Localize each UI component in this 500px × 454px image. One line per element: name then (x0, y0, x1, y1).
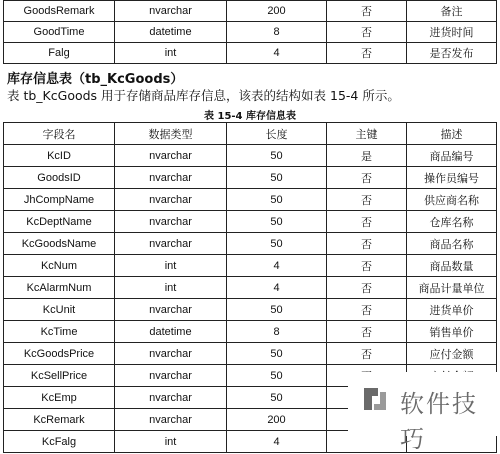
cell-primary-key: 否 (327, 167, 407, 189)
table-row (4, 145, 497, 167)
cell-field-name: GoodsID (4, 167, 115, 189)
header-length: 长度 (227, 123, 327, 145)
cell-primary-key: 否 (327, 277, 407, 299)
cell-data-type: int (115, 255, 227, 277)
cell-data-type: nvarchar (115, 233, 227, 255)
cell-primary-key: 否 (327, 299, 407, 321)
table-row (4, 321, 497, 343)
cell-primary-key: 否 (327, 1, 407, 22)
cell-length: 50 (227, 299, 327, 321)
cell-field-name: KcAlarmNum (4, 277, 115, 299)
table-row (4, 211, 497, 233)
software-logo-icon (358, 382, 392, 416)
section-title: 库存信息表（tb_KcGoods） (7, 72, 184, 87)
cell-data-type: datetime (115, 321, 227, 343)
header-primary-key: 主键 (327, 123, 407, 145)
table-caption: 表 15-4 库存信息表 (204, 111, 296, 122)
cell-data-type: nvarchar (115, 299, 227, 321)
table-row (4, 299, 497, 321)
table-row (4, 277, 497, 299)
cell-field-name: GoodTime (4, 22, 115, 43)
cell-description: 供应商名称 (407, 189, 497, 211)
cell-description: 操作员编号 (407, 167, 497, 189)
cell-length: 200 (227, 1, 327, 22)
cell-field-name: KcSellPrice (4, 365, 115, 387)
table-row (4, 22, 497, 43)
cell-data-type: int (115, 431, 227, 453)
cell-primary-key: 否 (327, 22, 407, 43)
cell-data-type: nvarchar (115, 387, 227, 409)
cell-field-name: Falg (4, 43, 115, 64)
table-row (4, 43, 497, 64)
cell-primary-key: 否 (327, 43, 407, 64)
cell-length: 8 (227, 22, 327, 43)
cell-field-name: KcID (4, 145, 115, 167)
cell-field-name: KcNum (4, 255, 115, 277)
cell-length: 50 (227, 211, 327, 233)
cell-length: 50 (227, 145, 327, 167)
cell-field-name: KcGoodsName (4, 233, 115, 255)
cell-length: 4 (227, 431, 327, 453)
header-data-type: 数据类型 (115, 123, 227, 145)
cell-field-name: KcRemark (4, 409, 115, 431)
table-row (4, 233, 497, 255)
cell-field-name: KcTime (4, 321, 115, 343)
cell-primary-key: 否 (327, 255, 407, 277)
header-field-name: 字段名 (4, 123, 115, 145)
cell-data-type: nvarchar (115, 211, 227, 233)
cell-primary-key: 是 (327, 145, 407, 167)
cell-field-name: KcUnit (4, 299, 115, 321)
cell-data-type: nvarchar (115, 167, 227, 189)
cell-field-name: KcGoodsPrice (4, 343, 115, 365)
cell-description: 商品数量 (407, 255, 497, 277)
cell-field-name: GoodsRemark (4, 1, 115, 22)
cell-length: 200 (227, 409, 327, 431)
cell-description: 备注 (407, 1, 497, 22)
cell-data-type: nvarchar (115, 409, 227, 431)
cell-description: 销售单价 (407, 321, 497, 343)
table-row (4, 189, 497, 211)
cell-length: 4 (227, 277, 327, 299)
table-row (4, 167, 497, 189)
cell-description: 进货单价 (407, 299, 497, 321)
cell-length: 50 (227, 167, 327, 189)
cell-description: 商品计量单位 (407, 277, 497, 299)
cell-primary-key: 否 (327, 321, 407, 343)
cell-data-type: int (115, 43, 227, 64)
cell-field-name: KcDeptName (4, 211, 115, 233)
watermark-text: 软件技巧 (400, 390, 478, 453)
cell-primary-key: 否 (327, 189, 407, 211)
cell-data-type: nvarchar (115, 1, 227, 22)
cell-data-type: nvarchar (115, 189, 227, 211)
cell-length: 50 (227, 365, 327, 387)
previous-table-tail (3, 0, 497, 64)
cell-description: 仓库名称 (407, 211, 497, 233)
cell-data-type: nvarchar (115, 343, 227, 365)
cell-length: 8 (227, 321, 327, 343)
cell-primary-key: 否 (327, 211, 407, 233)
cell-data-type: nvarchar (115, 365, 227, 387)
cell-description: 进货时间 (407, 22, 497, 43)
cell-description: 是否发布 (407, 43, 497, 64)
cell-length: 4 (227, 255, 327, 277)
watermark (348, 372, 500, 453)
table-row (4, 343, 497, 365)
header-description: 描述 (407, 123, 497, 145)
cell-description: 商品编号 (407, 145, 497, 167)
cell-length: 50 (227, 233, 327, 255)
table-header-row (4, 123, 497, 145)
cell-data-type: datetime (115, 22, 227, 43)
cell-field-name: KcEmp (4, 387, 115, 409)
cell-length: 50 (227, 387, 327, 409)
cell-field-name: KcFalg (4, 431, 115, 453)
cell-data-type: int (115, 277, 227, 299)
cell-description: 商品名称 (407, 233, 497, 255)
cell-length: 4 (227, 43, 327, 64)
cell-field-name: JhCompName (4, 189, 115, 211)
section-description: 表 tb_KcGoods 用于存储商品库存信息，该表的结构如表 15-4 所示。 (7, 88, 400, 103)
cell-length: 50 (227, 189, 327, 211)
table-row (4, 255, 497, 277)
cell-description: 应付金额 (407, 343, 497, 365)
table-row (4, 1, 497, 22)
cell-primary-key: 否 (327, 233, 407, 255)
cell-primary-key: 否 (327, 343, 407, 365)
cell-data-type: nvarchar (115, 145, 227, 167)
cell-length: 50 (227, 343, 327, 365)
